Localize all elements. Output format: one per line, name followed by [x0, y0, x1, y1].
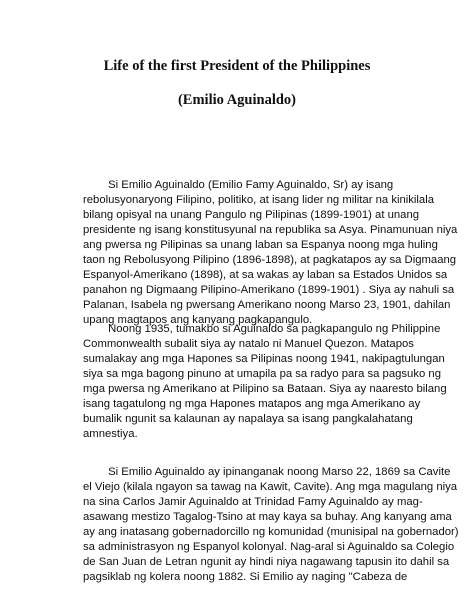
paragraph-1	[83, 178, 463, 328]
paragraph-line: Palanan, Isabela ng pwersang Amerikano noong Marso 23, 1901, dahilan	[83, 299, 451, 311]
paragraph-line: de San Juan de Letran ngunit ay hindi niya nagawang tapusin ito dahil sa	[83, 556, 450, 568]
paragraph-line: presidente ng isang konstitusyunal na republika sa Asya. Pinamunuan niya	[83, 224, 458, 236]
paragraph-line: ang pwersa ng Pilipinas sa unang laban sa Espanya noong mga huling	[83, 239, 438, 251]
paragraph-line: Espanyol-Amerikano (1898), at sa wakas ay laban sa Estados Unidos sa	[83, 269, 448, 281]
paragraph-3	[83, 465, 463, 585]
paragraph-line: panahon ng Digmaang Pilipino-Amerikano (1899-1901) . Siya ay nahuli sa	[83, 284, 455, 296]
paragraph-line: amnestiya.	[83, 428, 138, 440]
paragraph-line: mga pwersa ng Amerikano at Pilipino sa Bataan. Siya ay naaresto bilang	[83, 383, 447, 395]
paragraph-line: bilang opisyal na unang Pangulo ng Pilipinas (1899-1901) at unang	[83, 209, 420, 221]
paragraph-line: sumalakay ang mga Hapones sa Pilipinas noong 1941, nakipagtulungan	[83, 353, 445, 365]
paragraph-line: el Viejo (kilala ngayon sa tawag na Kawit, Cavite). Ang mga magulang niya	[83, 481, 458, 493]
paragraph-line: taon ng Rebolusyong Pilipino (1896-1898), at pagkatapos ay sa Digmaang	[83, 254, 457, 266]
paragraph-line: isang tagatulong ng mga Hapones matapos ang mga Amerikano ay	[83, 398, 421, 410]
paragraph-line: asawang mestizo Tagalog-Tsino at may kaya sa buhay. Ang kanyang ama	[83, 511, 452, 523]
document-subtitle: (Emilio Aguinaldo)	[177, 92, 297, 108]
paragraph-line: Noong 1935, tumakbo si Aguinaldo sa pagkapangulo ng Philippine	[83, 323, 441, 335]
document-title: Life of the first President of the Philippines	[103, 58, 371, 74]
paragraph-line: pagsiklab ng kolera noong 1882. Si Emilio ay naging "Cabeza de	[83, 571, 408, 583]
paragraph-line: Commonwealth subalit siya ay natalo ni Manuel Quezon. Matapos	[83, 338, 414, 350]
paragraph-2	[83, 322, 463, 442]
paragraph-line: siya sa mga bagong pinuno at umapila pa sa radyo para sa pagsuko ng	[83, 368, 441, 380]
paragraph-line: Si Emilio Aguinaldo ay ipinanganak noong Marso 22, 1869 sa Cavite	[83, 466, 451, 478]
paragraph-line: na sina Carlos Jamir Aguinaldo at Trinidad Famy Aguinaldo ay mag-	[83, 496, 423, 508]
paragraph-line: sa administrasyon ng Espanyol kolonyal. Nag-aral si Aguinaldo sa Colegio	[83, 541, 455, 553]
paragraph-line: upang magtapos ang kanyang pagkapangulo.	[83, 314, 313, 326]
paragraph-line: Si Emilio Aguinaldo (Emilio Famy Aguinaldo, Sr) ay isang	[83, 179, 394, 191]
paragraph-line: rebolusyonaryong Filipino, politiko, at isang lider ng militar na kinikilala	[83, 194, 435, 206]
paragraph-line: ay ang inatasang gobernadorcillo ng komunidad (munisipal na gobernador)	[83, 526, 459, 538]
paragraph-line: bumalik ngunit sa kalaunan ay napalaya sa isang pangkalahatang	[83, 413, 413, 425]
